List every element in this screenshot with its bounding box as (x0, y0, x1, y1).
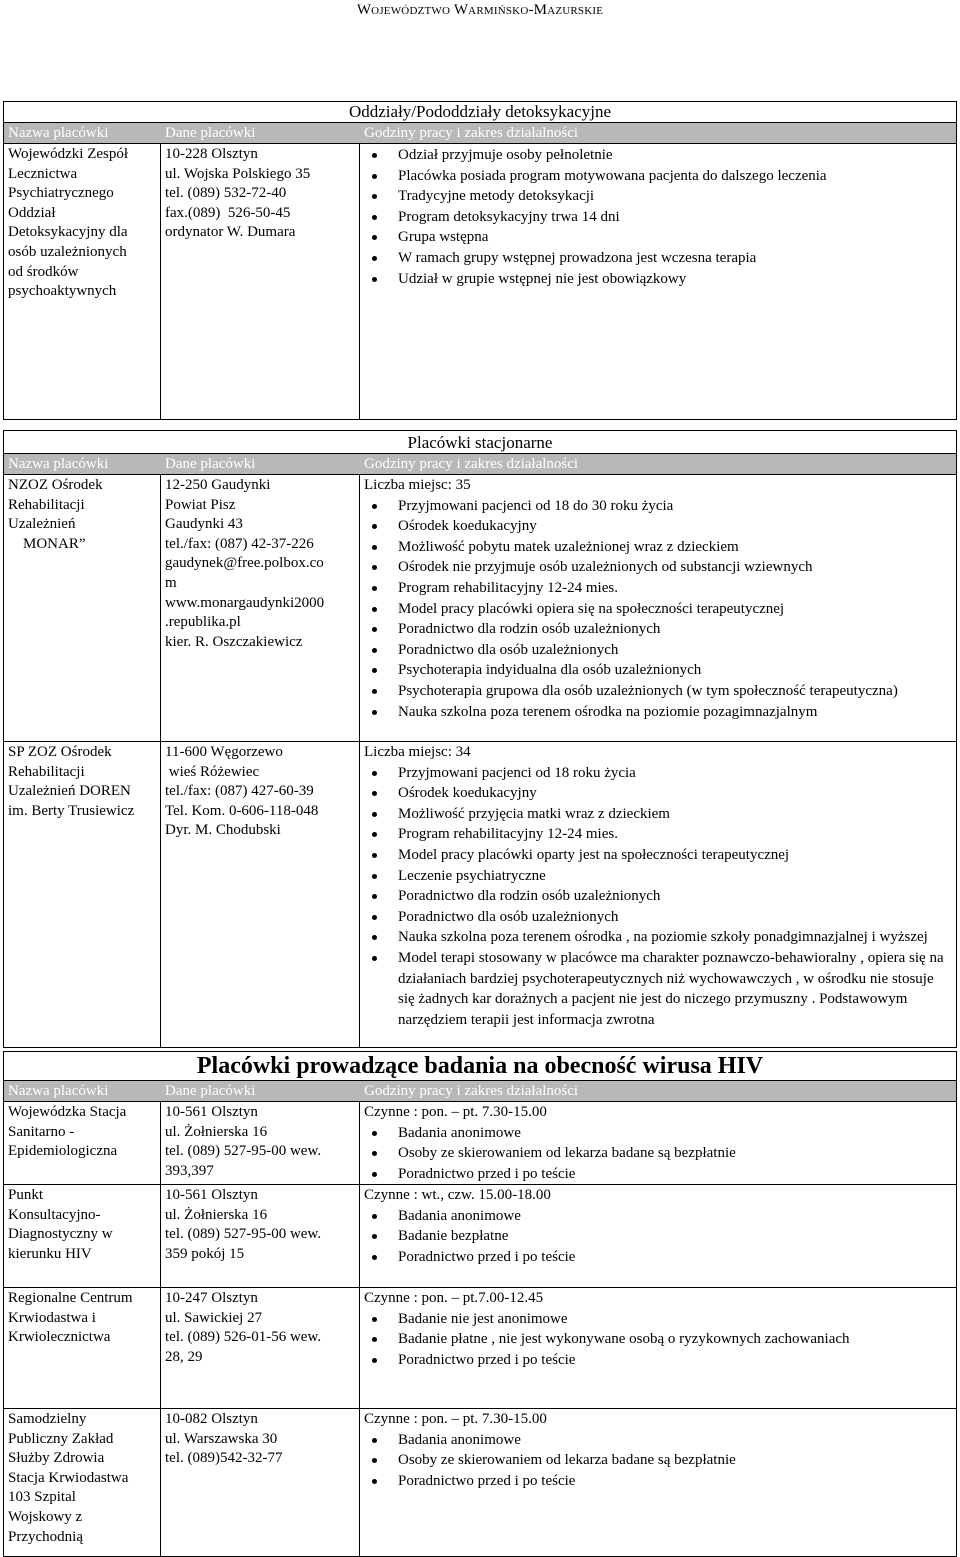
service-list (364, 1430, 952, 1492)
places-count: Liczba miejsc: 34 (364, 744, 471, 760)
column-header-hours: Godziny pracy i zakres działalności (364, 1083, 579, 1099)
column-header-row (4, 122, 956, 144)
service-item: Model pracy placówki oparty jest na społeczności terapeutycznej (364, 845, 952, 866)
section-title: Placówki prowadzące badania na obecność wirusa HIV (196, 1053, 764, 1079)
facility-name: Samodzielny Publiczny Zakład Służby Zdrowia Stacja Krwiodastwa 103 Szpital Wojskowy z Przychodnią (4, 1409, 161, 1556)
opening-hours: Czynne : wt., czw. 15.00-18.00 (364, 1187, 551, 1203)
section-inpatient (3, 430, 957, 1048)
service-item: Ośrodek koedukacyjny (364, 783, 952, 804)
service-item: Poradnictwo dla osób uzależnionych (364, 640, 952, 661)
table-row (4, 1409, 956, 1556)
page-header: Województwo Warmińsko-Mazurskie (356, 2, 604, 18)
column-header-data: Dane placówki (165, 456, 256, 472)
column-header-hours: Godziny pracy i zakres działalności (364, 456, 579, 472)
service-item: Ośrodek nie przyjmuje osób uzależnionych od substancji wziewnych (364, 557, 952, 578)
service-list (364, 1309, 952, 1371)
service-item: Ośrodek koedukacyjny (364, 516, 952, 537)
facility-name: Wojewódzka Stacja Sanitarno - Epidemiologiczna (4, 1102, 161, 1184)
column-header-row (4, 453, 956, 475)
facility-details: 10-561 Olsztyn ul. Żołnierska 16 tel. (089) 527-95-00 wew. 393,397 (161, 1102, 360, 1184)
table-row (4, 144, 956, 419)
service-item: Badania anonimowe (364, 1123, 952, 1144)
facility-services (360, 1409, 956, 1556)
service-item: Poradnictwo dla rodzin osób uzależnionych (364, 886, 952, 907)
service-item: Osoby ze skierowaniem od lekarza badane są bezpłatnie (364, 1143, 952, 1164)
facility-name: SP ZOZ Ośrodek Rehabilitacji Uzależnień DOREN im. Berty Trusiewicz (4, 742, 161, 1047)
service-item: Badanie bezpłatne (364, 1226, 952, 1247)
facility-name: Wojewódzki Zespół Lecznictwa Psychiatrycznego Oddział Detoksykacyjny dla osób uzależnionych od środków psychoaktywnych (4, 144, 161, 419)
service-item: Możliwość przyjęcia matki wraz z dzieckiem (364, 804, 952, 825)
facility-details: 10-228 Olsztyn ul. Wojska Polskiego 35 tel. (089) 532-72-40 fax.(089) 526-50-45 ordynator W. Dumara (161, 144, 360, 419)
column-header-data: Dane placówki (165, 1083, 256, 1099)
service-item: Poradnictwo dla osób uzależnionych (364, 907, 952, 928)
facility-details: 10-561 Olsztyn ul. Żołnierska 16 tel. (089) 527-95-00 wew. 359 pokój 15 (161, 1185, 360, 1287)
service-item: Nauka szkolna poza terenem ośrodka , na poziomie szkoły ponadgimnazjalnej i wyższej (364, 927, 952, 948)
table-row (4, 1102, 956, 1185)
service-item: Badania anonimowe (364, 1206, 952, 1227)
section-title: Oddziały/Pododdziały detoksykacyjne (348, 102, 612, 121)
table-row (4, 742, 956, 1047)
table-row (4, 475, 956, 742)
opening-hours: Czynne : pon. – pt.7.00-12.45 (364, 1290, 544, 1306)
facility-details: 10-247 Olsztyn ul. Sawickiej 27 tel. (089) 526-01-56 wew. 28, 29 (161, 1288, 360, 1408)
column-header-name: Nazwa placówki (8, 1083, 109, 1099)
facility-services (360, 1288, 956, 1408)
table-row (4, 1288, 956, 1409)
service-item: Badanie płatne , nie jest wykonywane osobą o ryzykownych zachowaniach (364, 1329, 952, 1350)
service-item: Badanie nie jest anonimowe (364, 1309, 952, 1330)
facility-services (360, 742, 956, 1047)
table-row (4, 1185, 956, 1288)
places-count: Liczba miejsc: 35 (364, 477, 471, 493)
service-item: Udział w grupie wstępnej nie jest obowiązkowy (364, 269, 952, 290)
service-item: Psychoterapia indyidualna dla osób uzależnionych (364, 660, 952, 681)
column-header-hours: Godziny pracy i zakres działalności (364, 125, 579, 141)
section-detox (3, 101, 957, 420)
service-item: Badania anonimowe (364, 1430, 952, 1451)
section-title: Placówki stacjonarne (407, 433, 553, 452)
service-item: Przyjmowani pacjenci od 18 roku życia (364, 763, 952, 784)
service-list (364, 145, 952, 289)
facility-name: Regionalne Centrum Krwiodastwa i Krwiolecznictwa (4, 1288, 161, 1408)
service-item: Możliwość pobytu matek uzależnionej wraz z dzieckiem (364, 537, 952, 558)
facility-services (360, 1185, 956, 1287)
column-header-name: Nazwa placówki (8, 456, 109, 472)
service-item: Psychoterapia grupowa dla osób uzależnionych (w tym społeczność terapeutyczna) (364, 681, 952, 702)
service-list (364, 496, 952, 723)
service-item: Program rehabilitacyjny 12-24 mies. (364, 578, 952, 599)
service-item: Nauka szkolna poza terenem ośrodka na poziomie pozagimnazjalnym (364, 702, 952, 723)
service-item: Poradnictwo przed i po teście (364, 1164, 952, 1185)
service-item: Przyjmowani pacjenci od 18 do 30 roku życia (364, 496, 952, 517)
column-header-name: Nazwa placówki (8, 125, 109, 141)
facility-services (360, 1102, 956, 1184)
opening-hours: Czynne : pon. – pt. 7.30-15.00 (364, 1411, 547, 1427)
service-item: Leczenie psychiatryczne (364, 866, 952, 887)
facility-details: 11-600 Węgorzewo wieś Różewiec tel./fax: (087) 427-60-39 Tel. Kom. 0-606-118-048 Dyr. M. Chodubski (161, 742, 360, 1047)
column-header-row (4, 1080, 956, 1102)
service-item: Program detoksykacyjny trwa 14 dni (364, 207, 952, 228)
section-hiv (3, 1051, 957, 1557)
service-item: Placówka posiada program motywowana pacjenta do dalszego leczenia (364, 166, 952, 187)
service-item: Program rehabilitacyjny 12-24 mies. (364, 824, 952, 845)
opening-hours: Czynne : pon. – pt. 7.30-15.00 (364, 1104, 547, 1120)
service-item: Odział przyjmuje osoby pełnoletnie (364, 145, 952, 166)
service-item: Grupa wstępna (364, 227, 952, 248)
service-item: Poradnictwo przed i po teście (364, 1247, 952, 1268)
facility-services (360, 144, 956, 419)
service-item: Poradnictwo przed i po teście (364, 1471, 952, 1492)
facility-details: 10-082 Olsztyn ul. Warszawska 30 tel. (089)542-32-77 (161, 1409, 360, 1556)
facility-name: NZOZ Ośrodek Rehabilitacji Uzależnień MONAR” (4, 475, 161, 741)
facility-services (360, 475, 956, 741)
service-item: Model pracy placówki opiera się na społeczności terapeutycznej (364, 599, 952, 620)
service-item: Poradnictwo dla rodzin osób uzależnionych (364, 619, 952, 640)
service-item: Model terapi stosowany w placówce ma charakter poznawczo-behawioralny , opiera się na działaniach bardziej psychoterapeutycznych niż wychowawczych , w ośrodku nie stosuje się żadnych kar dorażnych a pacjent nie jest do niczego przymuszny . Podstawowym narzędziem terapii jest informacja zwrotna (364, 948, 952, 1030)
service-item: Osoby ze skierowaniem od lekarza badane są bezpłatnie (364, 1450, 952, 1471)
facility-name: Punkt Konsultacyjno- Diagnostyczny w kierunku HIV (4, 1185, 161, 1287)
service-item: Poradnictwo przed i po teście (364, 1350, 952, 1371)
service-list (364, 763, 952, 1031)
column-header-data: Dane placówki (165, 125, 256, 141)
service-item: Tradycyjne metody detoksykacji (364, 186, 952, 207)
service-item: W ramach grupy wstępnej prowadzona jest wczesna terapia (364, 248, 952, 269)
facility-details: 12-250 Gaudynki Powiat Pisz Gaudynki 43 tel./fax: (087) 42-37-226 gaudynek@free.polbox.co m www.monargaudynki2000 .republika.pl kier. R. Oszczakiewicz (161, 475, 360, 741)
service-list (364, 1206, 952, 1268)
service-list (364, 1123, 952, 1185)
